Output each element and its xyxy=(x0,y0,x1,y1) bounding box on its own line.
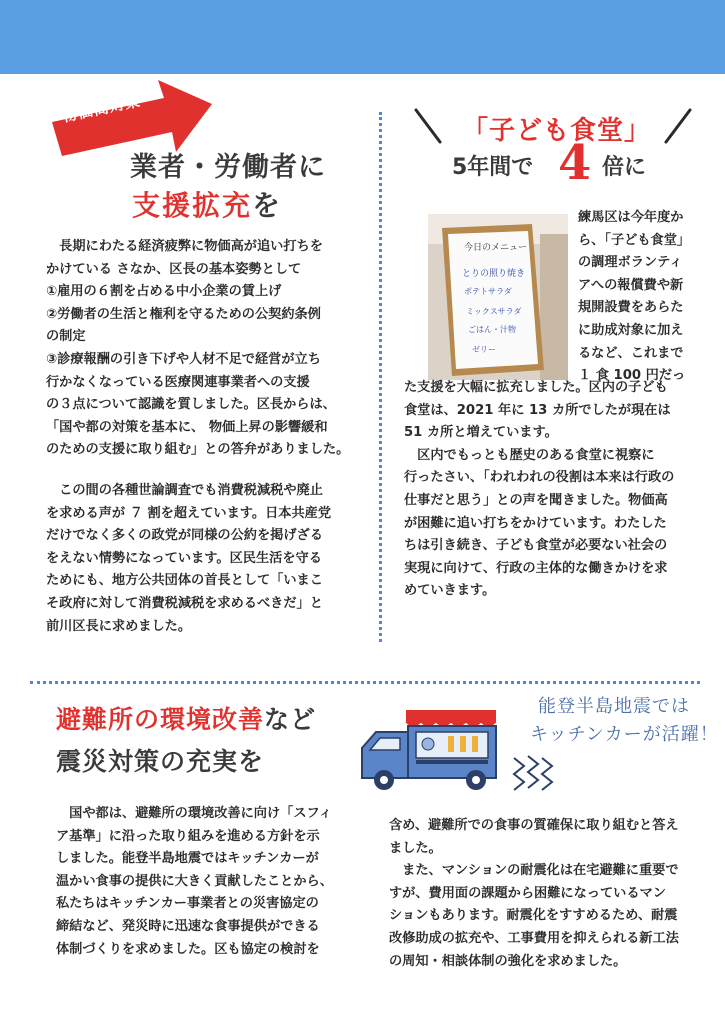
article1-title-line2 xyxy=(132,184,282,224)
body-line: た支援を大幅に拡充しました。区内の子ども xyxy=(404,380,668,395)
body-line: 練馬区は今年度か xyxy=(578,210,684,225)
body-line: 国や都は、避難所の環境改善に向け「スフィ xyxy=(56,806,332,821)
article1-body-a xyxy=(46,236,368,462)
menu-board-photo xyxy=(428,214,568,380)
column-divider xyxy=(379,112,382,642)
menu-board-item: ミックスサラダ xyxy=(466,307,522,316)
menu-board-item: ごはん・汁物 xyxy=(468,325,516,334)
body-line: の３点について認識を質しました。区長からは、 xyxy=(46,397,336,413)
body-line: ションもあります。耐震化をすすめるため、耐震 xyxy=(389,908,678,924)
article2-body-side xyxy=(578,207,703,388)
menu-board-item: ポテトサラダ xyxy=(464,287,512,296)
body-line: ました。 xyxy=(389,840,442,856)
body-line: １ 食 100 円だっ xyxy=(578,368,686,384)
body-line: ら、「子ども食堂」 xyxy=(578,232,691,248)
article3-body-left xyxy=(56,803,356,961)
article2-subtitle-pre: 5年間で xyxy=(452,155,534,180)
body-line: 実現に向けて、行政の主体的な働きかけを求 xyxy=(404,560,668,576)
article1-title-line1: 業者・労働者に xyxy=(130,152,326,183)
body-line: の制定 xyxy=(46,329,86,345)
menu-board-item: とりの照り焼き xyxy=(462,269,526,279)
article1-title-highlight: 支援拡充 xyxy=(132,189,253,222)
body-line: すが、費用面の課題から困難になっているマン xyxy=(389,885,666,901)
article2-subtitle-post: 倍に xyxy=(602,155,647,180)
article1-title-tail: を xyxy=(252,189,283,222)
article1-body-b xyxy=(46,480,368,638)
body-line: めていきます。 xyxy=(404,583,496,599)
article2-body-full xyxy=(404,377,709,603)
section-divider xyxy=(30,681,700,684)
body-line: アへの報償費や新 xyxy=(578,277,684,293)
body-line: ③診療報酬の引き下げや人材不足で経営が立ち xyxy=(46,351,321,367)
body-line: を求める声が ７ 割を超えています。日本共産党 xyxy=(46,505,332,521)
body-line: ②労働者の生活と権利を守るための公契約条例 xyxy=(46,306,321,322)
body-line: ためにも、地方公共団体の首長として「いまこ xyxy=(46,573,323,589)
body-line: 私たちはキッチンカー事業者との災害協定の xyxy=(56,896,319,912)
article3-title-line1 xyxy=(56,700,316,736)
body-line: ちは引き続き、子ども食堂が必要ない社会の xyxy=(404,538,668,554)
body-line: が困難に追い打ちをかけています。わたした xyxy=(404,515,667,531)
body-line: かけている さなか、区長の基本姿勢として xyxy=(46,261,302,277)
article3-title-tail: など xyxy=(264,705,317,734)
body-line: 前川区長に求めました。 xyxy=(46,618,192,634)
body-line: 区内でもっとも歴史のある食堂に視察に xyxy=(404,447,655,463)
article2-title: 「子ども食堂」 xyxy=(462,116,652,146)
handwritten-caption-line2: キッチンカーが活躍！ xyxy=(530,724,719,745)
body-line: 行かなくなっている医療関連事業者への支援 xyxy=(46,374,310,390)
body-line: のための支援に取り組む」との答弁がありました。 xyxy=(46,442,350,458)
body-line: 「国や都の対策を基本に、 物価上昇の影響緩和 xyxy=(46,419,328,435)
body-line: 食堂は、2021 年に 13 カ所でしたが現在は xyxy=(404,402,671,418)
header-band xyxy=(0,0,725,74)
body-line: 長期にわたる経済疲弊に物価高が追い打ちを xyxy=(46,239,323,254)
body-line: 体制づくりを求めました。区も協定の検討を xyxy=(56,941,320,957)
body-line: この間の各種世論調査でも消費税減税や廃止 xyxy=(46,483,323,498)
body-line: 51 カ所と増えています。 xyxy=(404,425,558,441)
body-line: るなど、これまで xyxy=(578,345,684,361)
handwritten-caption-line1: 能登半島地震では xyxy=(538,696,690,717)
body-line: 行ったさい、「われわれの役割は本来は行政の xyxy=(404,470,675,486)
body-line: また、マンションの耐震化は在宅避難に重要で xyxy=(389,863,679,879)
menu-board-heading: 今日のメニュー xyxy=(464,243,528,253)
body-line: 改修助成の拡充や、工事費用を抑えられる新工法 xyxy=(389,930,679,946)
body-line: ア基準」に沿った取り組みを進める方針を示 xyxy=(56,828,320,844)
article3-title-line2: 震災対策の充実を xyxy=(56,747,265,776)
banner-tag: 物価高対策 xyxy=(60,91,143,126)
body-line: だけでなく多くの政党が同様の公約を掲げざる xyxy=(46,528,323,544)
body-line: に助成対象に加え xyxy=(578,322,684,338)
body-line: 締結など、発災時に迅速な食事提供ができる xyxy=(56,918,320,934)
body-line: 仕事だと思う」との声を聞きました。物価高 xyxy=(404,492,668,508)
body-line: の周知・相談体制の強化を求めました。 xyxy=(389,953,627,969)
body-line: 温かい食事の提供に大きく貢献したことから、 xyxy=(56,873,333,889)
article3-title-highlight: 避難所の環境改善 xyxy=(56,705,265,734)
body-line: をえない情勢になっています。区民生活を守る xyxy=(46,550,322,566)
body-line: 規開設費をあらた xyxy=(578,300,684,316)
body-line: ①雇用の６割を占める中小企業の賃上げ xyxy=(46,284,282,300)
article2-subtitle-number: 4 xyxy=(558,135,592,191)
body-line: しました。能登半島地震ではキッチンカーが xyxy=(56,851,319,867)
body-line: 含め、避難所での食事の質確保に取り組むと答え xyxy=(389,818,679,833)
body-line: の調理ボランティ xyxy=(578,255,683,271)
menu-board-item: ゼリー xyxy=(472,345,496,354)
article3-body-right xyxy=(389,815,699,973)
body-line: そ政府に対して消費税減税を求めるべきだ」と xyxy=(46,595,323,611)
